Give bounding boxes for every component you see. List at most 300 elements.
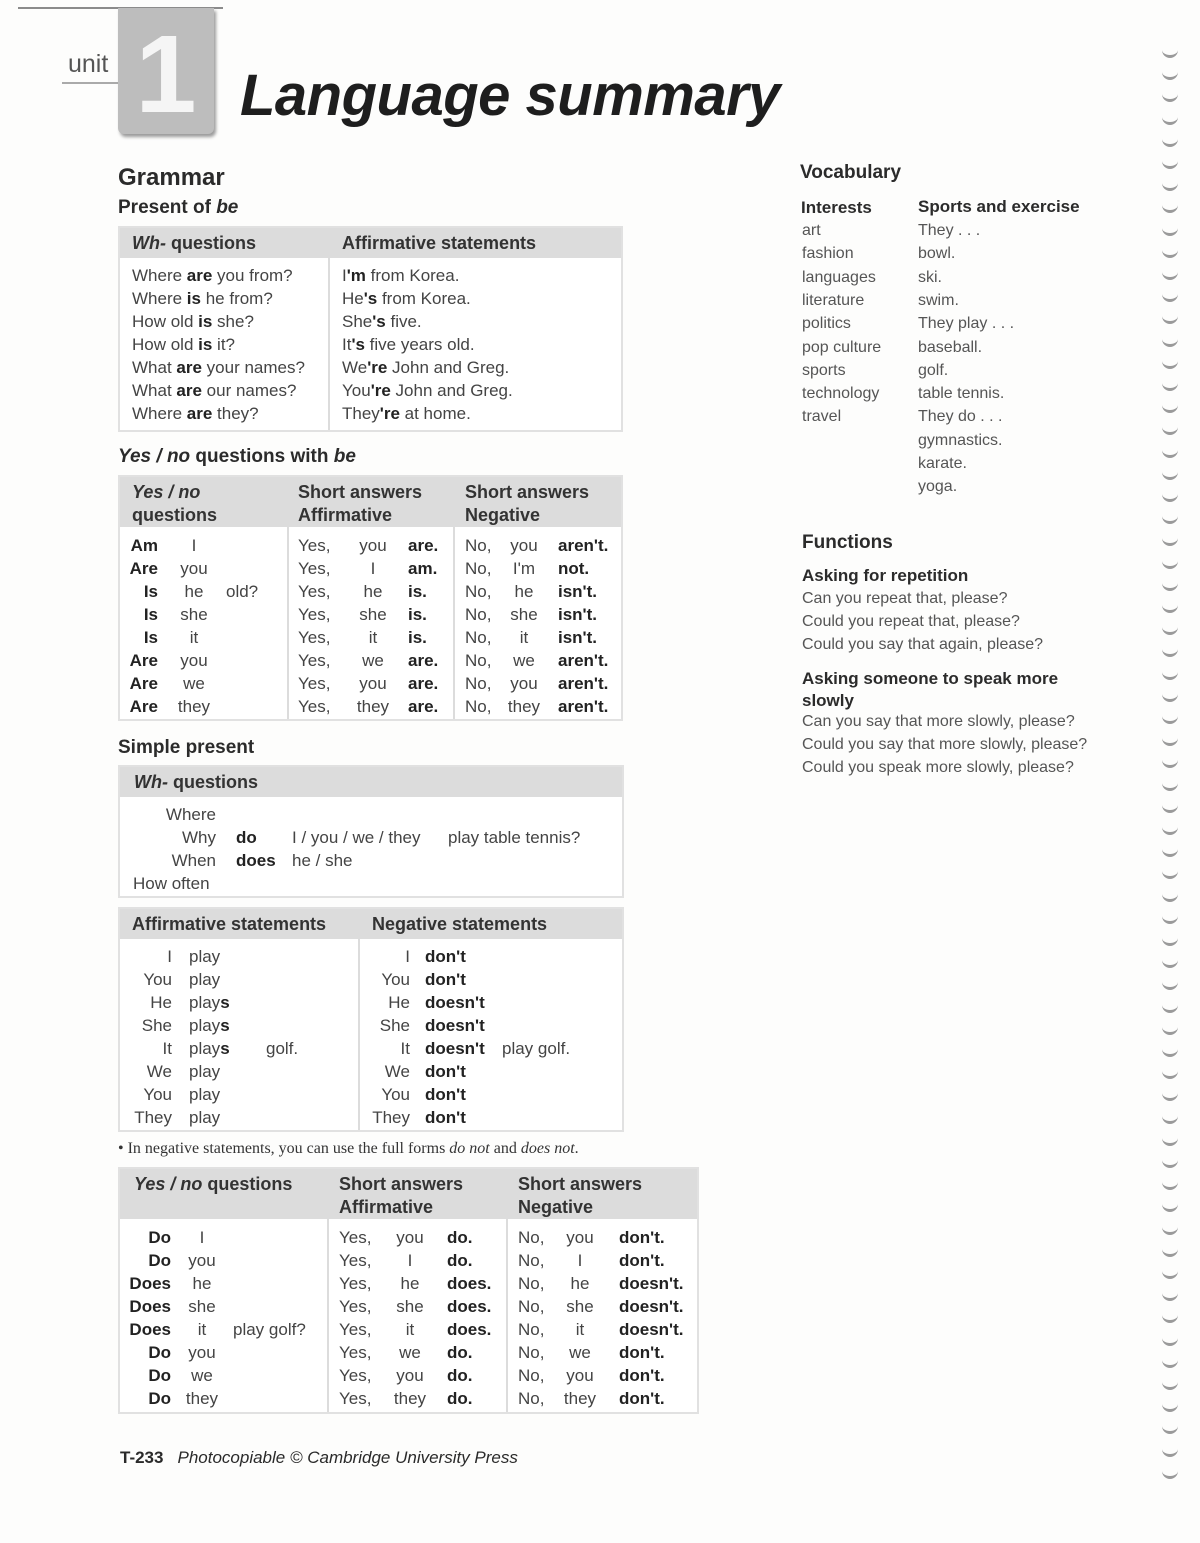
short-answer-subject: she	[510, 605, 538, 624]
wh-word: Why	[182, 828, 216, 847]
short-answer-verb: am.	[408, 559, 438, 578]
short-answer-verb: don't.	[619, 1343, 665, 1362]
affirmative-statement: We're John and Greg.	[342, 358, 510, 377]
short-answer-yes: Yes,	[298, 582, 331, 601]
short-answer-subject: you	[566, 1366, 594, 1385]
neg-verb: don't	[425, 970, 466, 989]
short-answer-verb: doesn't.	[619, 1297, 684, 1316]
short-answer-yes: Yes,	[339, 1274, 372, 1293]
binder-ring	[1162, 1047, 1178, 1057]
subject-does: he / she	[292, 851, 353, 870]
short-answer-subject: you	[396, 1228, 424, 1247]
sport-item: baseball.	[918, 338, 983, 356]
do-aux: do	[236, 828, 257, 847]
short-aff-header: Short answers Affirmative	[339, 1174, 464, 1217]
short-answer-verb: does.	[447, 1274, 492, 1293]
yesno-subject: we	[191, 1366, 213, 1385]
neg-subject: He	[388, 993, 410, 1012]
interest-item: travel	[802, 408, 842, 426]
function-phrase: Could you say that more slowly, please?	[802, 736, 1088, 753]
sport-item: They play . . .	[918, 315, 1015, 333]
short-answer-subject: you	[566, 1228, 594, 1247]
yesno-subject: she	[180, 605, 208, 624]
yesno-subject: they	[177, 697, 211, 716]
yesno-verb: Am	[130, 536, 158, 555]
binder-ring	[1162, 869, 1178, 879]
yesno-verb: Do	[148, 1251, 171, 1270]
binder-ring	[1162, 1069, 1178, 1079]
yesno-subject: I	[199, 1228, 205, 1247]
binder-ring	[1162, 581, 1178, 591]
yesno-verb: Is	[143, 628, 158, 647]
footer	[120, 1448, 518, 1468]
aff-subject: They	[134, 1108, 172, 1127]
sport-item: They . . .	[918, 222, 981, 239]
binder-ring	[1162, 1025, 1178, 1035]
binder-ring	[1162, 980, 1178, 990]
binder-ring	[1162, 847, 1178, 857]
neg-verb: don't	[425, 947, 466, 966]
short-answer-no: No,	[518, 1389, 545, 1408]
short-answer-subject: it	[368, 628, 378, 647]
affirmative-header: Affirmative statements	[342, 233, 537, 253]
short-answer-subject: she	[396, 1297, 424, 1316]
aff-verb: plays	[189, 1039, 230, 1058]
wh-question: How old is she?	[132, 312, 254, 331]
aff-subject: I	[167, 947, 172, 966]
binder-ring	[1162, 1158, 1178, 1168]
sport-item: yoga.	[918, 478, 958, 496]
binder-ring	[1162, 203, 1178, 213]
binder-ring	[1162, 270, 1178, 280]
short-answer-yes: Yes,	[298, 697, 331, 716]
affirmative-statement: He's from Korea.	[342, 289, 471, 308]
short-answer-subject: they	[393, 1389, 427, 1408]
short-answer-verb: does.	[447, 1297, 492, 1316]
short-answer-subject: we	[399, 1343, 421, 1362]
page-number: T-233	[120, 1448, 164, 1467]
wh-word: Where	[165, 805, 216, 824]
neg-subject: It	[400, 1039, 410, 1058]
short-answer-yes: Yes,	[298, 605, 331, 624]
short-answer-yes: Yes,	[298, 536, 331, 555]
column-divider	[287, 477, 289, 719]
binder-ring	[1162, 1091, 1178, 1101]
neg-verb: doesn't	[425, 1016, 485, 1035]
short-answer-no: No,	[465, 628, 492, 647]
short-answer-subject: they	[356, 697, 390, 716]
binder-ring	[1162, 625, 1178, 635]
function-phrase: Can you repeat that, please?	[802, 590, 1008, 607]
short-answer-verb: do.	[447, 1228, 473, 1247]
binder-ring	[1162, 337, 1178, 347]
function-group-title: Asking for repetition	[802, 566, 969, 585]
short-answer-subject: it	[575, 1320, 585, 1339]
short-answer-yes: Yes,	[298, 651, 331, 670]
binder-ring	[1162, 803, 1178, 813]
short-answer-no: No,	[518, 1274, 545, 1293]
short-answer-yes: Yes,	[298, 628, 331, 647]
sport-item: gymnastics.	[918, 431, 1003, 449]
short-answer-verb: don't.	[619, 1366, 665, 1385]
wh-questions-header: Wh- questions	[132, 233, 256, 253]
binder-ring	[1162, 226, 1178, 236]
short-answer-subject: we	[513, 651, 535, 670]
short-answer-verb: aren't.	[558, 674, 609, 693]
negative-note: • In negative statements, you can use the full forms do not and does not.	[118, 1140, 579, 1157]
binder-ring	[1162, 1469, 1178, 1479]
yesno-subject: you	[180, 559, 208, 578]
short-answer-verb: doesn't.	[619, 1274, 684, 1293]
binder-ring	[1162, 647, 1178, 657]
short-answer-subject: they	[563, 1389, 597, 1408]
binder-ring	[1162, 115, 1178, 125]
binder-ring	[1162, 292, 1178, 302]
short-answer-subject: it	[519, 628, 529, 647]
binder-ring	[1162, 559, 1178, 569]
short-answer-subject: you	[396, 1366, 424, 1385]
grammar-heading: Grammar	[118, 164, 225, 191]
binder-ring	[1162, 248, 1178, 258]
binder-ring	[1162, 603, 1178, 613]
binder-ring	[1162, 1202, 1178, 1212]
short-answer-verb: are.	[408, 674, 439, 693]
binder-ring	[1162, 958, 1178, 968]
short-answer-yes: Yes,	[339, 1366, 372, 1385]
present-be-heading: Present of be	[118, 197, 239, 218]
binder-ring	[1162, 425, 1178, 435]
neg-verb: don't	[425, 1085, 466, 1104]
yesno-be-heading: Yes / no questions with be	[118, 446, 356, 467]
neg-subject: You	[381, 970, 410, 989]
affirmative-header: Affirmative statements	[132, 914, 327, 934]
binder-ring	[1162, 781, 1178, 791]
sp-statements-table	[118, 907, 624, 1132]
sport-item: karate.	[918, 455, 967, 472]
short-answer-yes: Yes,	[339, 1297, 372, 1316]
yesno-subject: he	[184, 582, 204, 601]
short-answer-no: No,	[465, 559, 492, 578]
binder-ring	[1162, 403, 1178, 413]
binder-ring	[1162, 536, 1178, 546]
short-answer-subject: you	[359, 536, 387, 555]
binder-ring	[1162, 1136, 1178, 1146]
interest-item: fashion	[802, 245, 854, 263]
short-answer-verb: do.	[447, 1366, 473, 1385]
aff-subject: It	[162, 1039, 172, 1058]
neg-subject: We	[384, 1062, 410, 1081]
affirmative-statement: She's five.	[342, 312, 422, 331]
short-answer-no: No,	[518, 1366, 545, 1385]
subject-do: I / you / we / they	[292, 828, 421, 847]
aff-object: golf.	[266, 1039, 299, 1058]
short-answer-no: No,	[465, 582, 492, 601]
yesno-verb: Does	[129, 1274, 171, 1293]
short-answer-subject: I	[407, 1251, 413, 1270]
short-answer-verb: is.	[408, 605, 427, 624]
binder-ring	[1162, 1402, 1178, 1412]
functions-heading: Functions	[802, 532, 893, 553]
short-answer-subject: I	[370, 559, 376, 578]
binder-ring	[1162, 736, 1178, 746]
short-answer-verb: isn't.	[558, 605, 597, 624]
binder-ring	[1162, 914, 1178, 924]
short-answer-subject: he	[570, 1274, 590, 1293]
yesno-verb: Is	[143, 582, 158, 601]
binder-ring	[1162, 1447, 1178, 1457]
short-answer-yes: Yes,	[339, 1251, 372, 1270]
short-answer-no: No,	[518, 1251, 545, 1270]
interest-item: politics	[802, 315, 851, 333]
binder-ring	[1162, 1291, 1178, 1301]
extra-phrase: play golf?	[233, 1320, 306, 1339]
short-answer-verb: is.	[408, 582, 427, 601]
negative-header: Negative statements	[372, 914, 548, 934]
short-answer-verb: aren't.	[558, 651, 609, 670]
binder-ring	[1162, 137, 1178, 147]
column-divider	[328, 228, 330, 430]
binder-ring	[1162, 692, 1178, 702]
aff-subject: She	[141, 1016, 172, 1035]
function-phrase: Could you speak more slowly, please?	[802, 759, 1074, 776]
neg-verb: doesn't	[425, 993, 485, 1012]
yesno-verb: Are	[129, 697, 158, 716]
short-answer-subject: they	[507, 697, 541, 716]
binder-ring	[1162, 1114, 1178, 1124]
short-neg-header: Short answers Negative	[518, 1174, 643, 1217]
wh-question: What are your names?	[132, 358, 305, 377]
column-divider	[506, 1169, 508, 1412]
binder-ring	[1162, 1269, 1178, 1279]
neg-subject: I	[405, 947, 410, 966]
affirmative-statement: It's five years old.	[342, 335, 475, 354]
interest-item: sports	[802, 361, 846, 379]
aff-subject: He	[150, 993, 172, 1012]
short-answer-no: No,	[518, 1228, 545, 1247]
yesno-verb: Do	[148, 1389, 171, 1408]
short-aff-header: Short answers Affirmative	[298, 482, 423, 525]
vocabulary-heading: Vocabulary	[800, 162, 902, 183]
binder-ring	[1162, 514, 1178, 524]
short-answer-verb: are.	[408, 536, 439, 555]
short-answer-subject: you	[510, 536, 538, 555]
short-answer-subject: we	[569, 1343, 591, 1362]
aff-verb: play	[189, 1108, 221, 1127]
short-answer-verb: are.	[408, 697, 439, 716]
binder-ring	[1162, 159, 1178, 169]
yesno-subject: it	[197, 1320, 207, 1339]
unit-label: unit	[68, 50, 109, 78]
sport-item: ski.	[918, 268, 942, 286]
wh-word: When	[171, 851, 216, 870]
function-phrase: Can you say that more slowly, please?	[802, 713, 1075, 730]
short-answer-verb: doesn't.	[619, 1320, 684, 1339]
short-answer-no: No,	[518, 1297, 545, 1316]
sp-yesno-table	[118, 1167, 699, 1414]
short-answer-verb: don't.	[619, 1228, 665, 1247]
wh-question: Where are they?	[132, 404, 259, 423]
aff-verb: play	[189, 947, 221, 966]
yesno-verb: Do	[148, 1343, 171, 1362]
binder-ring	[1162, 1225, 1178, 1235]
yesno-be-table	[118, 475, 623, 721]
interest-item: technology	[802, 385, 880, 403]
short-answer-yes: Yes,	[298, 559, 331, 578]
short-answer-subject: I'm	[512, 559, 536, 578]
binder-ring	[1162, 1180, 1178, 1190]
short-answer-no: No,	[465, 651, 492, 670]
sport-item: swim.	[918, 291, 959, 309]
binder-ring	[1162, 1336, 1178, 1346]
short-answer-subject: he	[514, 582, 534, 601]
short-answer-verb: is.	[408, 628, 427, 647]
yesno-verb: Do	[148, 1228, 171, 1247]
yesno-verb: Are	[129, 559, 158, 578]
yesno-verb: Does	[129, 1297, 171, 1316]
binder-ring	[1162, 470, 1178, 480]
does-aux: does	[236, 851, 276, 870]
yesno-subject: we	[183, 674, 205, 693]
short-answer-verb: aren't.	[558, 536, 609, 555]
yesno-subject: he	[192, 1274, 212, 1293]
verb-phrase: play table tennis?	[448, 828, 581, 847]
short-answer-verb: do.	[447, 1389, 473, 1408]
yesno-verb: Does	[129, 1320, 171, 1339]
binder-ring	[1162, 1313, 1178, 1323]
interest-item: languages	[802, 268, 876, 286]
yesno-header: Yes / no questions	[132, 482, 218, 525]
interest-item: pop culture	[802, 338, 882, 356]
neg-subject: You	[381, 1085, 410, 1104]
short-answer-verb: aren't.	[558, 697, 609, 716]
short-answer-verb: don't.	[619, 1389, 665, 1408]
short-answer-yes: Yes,	[339, 1320, 372, 1339]
short-answer-no: No,	[518, 1320, 545, 1339]
yesno-subject: it	[189, 628, 199, 647]
neg-subject: She	[379, 1016, 410, 1035]
wh-questions-header: Wh- questions	[134, 772, 258, 792]
short-answer-no: No,	[465, 697, 492, 716]
short-answer-verb: isn't.	[558, 582, 597, 601]
wh-word: How often	[133, 874, 210, 893]
binder-ring	[1162, 70, 1178, 80]
wh-question: Where is he from?	[132, 289, 273, 308]
aff-subject: You	[143, 1085, 172, 1104]
binder-ring	[1162, 381, 1178, 391]
short-answer-subject: she	[566, 1297, 594, 1316]
binder-ring	[1162, 714, 1178, 724]
short-answer-subject: he	[400, 1274, 420, 1293]
binder-ring	[1162, 936, 1178, 946]
binder-ring	[1162, 670, 1178, 680]
neg-verb: don't	[425, 1062, 466, 1081]
binder-ring	[1162, 1380, 1178, 1390]
sport-item: golf.	[918, 361, 949, 379]
aff-verb: plays	[189, 993, 230, 1012]
column-divider	[453, 477, 455, 719]
wh-question: Where are you from?	[132, 266, 293, 285]
interest-item: art	[802, 222, 821, 239]
short-answer-no: No,	[465, 605, 492, 624]
short-answer-subject: it	[405, 1320, 415, 1339]
short-answer-yes: Yes,	[298, 674, 331, 693]
unit-underline	[62, 82, 120, 84]
yesno-verb: Is	[143, 605, 158, 624]
short-answer-verb: do.	[447, 1343, 473, 1362]
short-answer-subject: I	[577, 1251, 583, 1270]
short-answer-yes: Yes,	[339, 1228, 372, 1247]
short-answer-subject: she	[359, 605, 387, 624]
short-answer-yes: Yes,	[339, 1343, 372, 1362]
function-phrase: Could you say that again, please?	[802, 636, 1044, 653]
binder-ring	[1162, 1358, 1178, 1368]
wh-question: What are our names?	[132, 381, 297, 400]
short-answer-verb: are.	[408, 651, 439, 670]
short-answer-verb: not.	[558, 559, 590, 578]
binder-ring	[1162, 825, 1178, 835]
wh-question: How old is it?	[132, 335, 236, 354]
short-answer-verb: don't.	[619, 1251, 665, 1270]
yesno-verb: Do	[148, 1366, 171, 1385]
sport-item: bowl.	[918, 245, 956, 263]
yesno-subject: you	[188, 1343, 216, 1362]
copyright: Photocopiable © Cambridge University Press	[177, 1448, 518, 1467]
sp-wh-table	[118, 765, 624, 898]
sport-item: table tennis.	[918, 385, 1005, 403]
aff-verb: play	[189, 1085, 221, 1104]
aff-verb: plays	[189, 1016, 230, 1035]
short-answer-no: No,	[465, 674, 492, 693]
aff-subject: You	[143, 970, 172, 989]
yesno-subject: they	[185, 1389, 219, 1408]
yesno-subject: you	[188, 1251, 216, 1270]
column-divider	[327, 1169, 329, 1412]
binder-ring	[1162, 314, 1178, 324]
affirmative-statement: You're John and Greg.	[342, 381, 513, 400]
binder-ring	[1162, 181, 1178, 191]
binder-ring	[1162, 1424, 1178, 1434]
neg-object: play golf.	[502, 1039, 571, 1058]
short-answer-subject: he	[363, 582, 383, 601]
short-answer-subject: we	[362, 651, 384, 670]
short-answer-yes: Yes,	[339, 1389, 372, 1408]
yesno-header: Yes / no questions	[134, 1174, 293, 1194]
affirmative-statement: They're at home.	[342, 404, 471, 423]
neg-subject: They	[372, 1108, 410, 1127]
unit-number: 1	[135, 13, 197, 136]
simple-present-heading: Simple present	[118, 737, 255, 758]
page-title: Language summary	[240, 63, 780, 128]
affirmative-statement: I'm from Korea.	[342, 266, 460, 285]
binder-ring	[1162, 758, 1178, 768]
binder-ring	[1162, 1247, 1178, 1257]
short-answer-verb: isn't.	[558, 628, 597, 647]
interest-item: literature	[802, 291, 865, 309]
binder-ring	[1162, 448, 1178, 458]
neg-verb: don't	[425, 1108, 466, 1127]
function-group-title: Asking someone to speak more slowly	[802, 669, 1059, 710]
binder-ring	[1162, 92, 1178, 102]
short-answer-no: No,	[465, 536, 492, 555]
extra-word: old?	[226, 582, 259, 601]
short-answer-no: No,	[518, 1343, 545, 1362]
binder-ring	[1162, 48, 1178, 58]
binder-ring	[1162, 492, 1178, 502]
yesno-verb: Are	[129, 674, 158, 693]
short-neg-header: Short answers Negative	[465, 482, 590, 525]
yesno-verb: Are	[129, 651, 158, 670]
aff-verb: play	[189, 970, 221, 989]
